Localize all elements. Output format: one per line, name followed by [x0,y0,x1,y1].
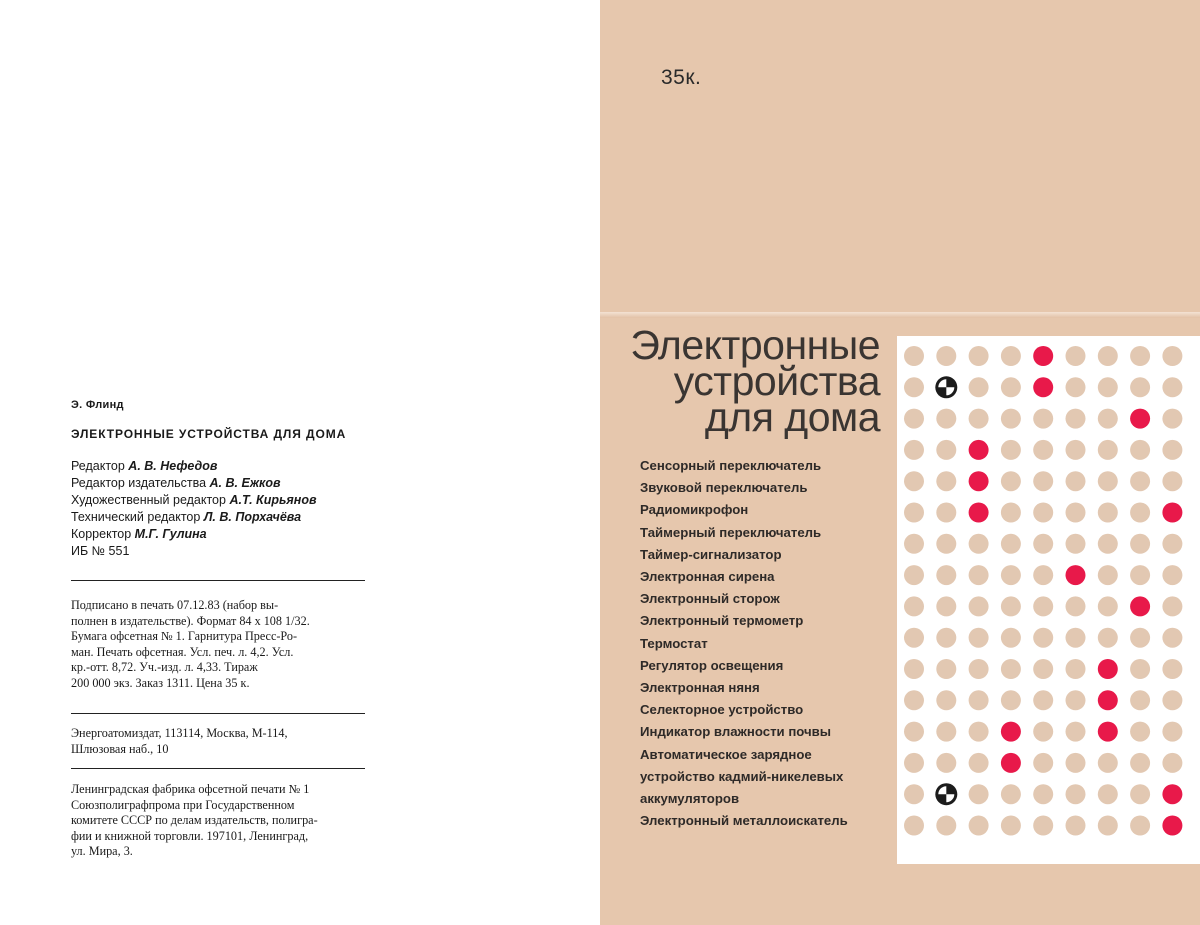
beige-dot [904,722,924,742]
cover-upper-panel [600,0,1200,312]
beige-dot [1066,440,1086,460]
beige-dot [936,690,956,710]
beige-dot [936,816,956,836]
beige-dot [969,534,989,554]
credit-line: Редактор А. В. Нефедов [71,459,218,473]
contents-item: Индикатор влажности почвы [640,724,832,740]
beige-dot [1001,659,1021,679]
beige-dot [1162,440,1182,460]
beige-dot [936,753,956,773]
contents-item: аккумуляторов [640,791,740,807]
beige-dot [1001,409,1021,429]
contents-item: Таймер-сигнализатор [640,546,782,562]
contents-item: Электронная няня [640,680,760,696]
beige-dot [1130,722,1150,742]
beige-dot [1033,440,1053,460]
beige-dot [1033,565,1053,585]
dot-matrix-panel [897,336,1200,864]
red-dot [1066,565,1086,585]
beige-dot [1130,628,1150,648]
beige-dot [1098,565,1118,585]
beige-dot [1098,471,1118,491]
beige-dot [1001,471,1021,491]
beige-dot [1066,377,1086,397]
beige-dot [1066,628,1086,648]
cover-seam [600,312,1200,318]
beige-dot [1130,784,1150,804]
red-dot [1162,503,1182,523]
red-dot [1162,816,1182,836]
beige-dot [1001,596,1021,616]
beige-dot [904,565,924,585]
credit-line: Корректор М.Г. Гулина [71,527,207,541]
red-dot [1130,409,1150,429]
beige-dot [969,628,989,648]
beige-dot [1130,377,1150,397]
beige-dot [1001,690,1021,710]
beige-dot [936,409,956,429]
beige-dot [1066,409,1086,429]
contents-item: Электронная сирена [640,569,775,585]
beige-dot [936,471,956,491]
beige-dot [1001,628,1021,648]
quartered-dot-icon [935,376,957,398]
beige-dot [1066,722,1086,742]
back-cover [600,0,1200,925]
beige-dot [969,409,989,429]
red-dot [969,503,989,523]
beige-dot [936,659,956,679]
contents-item: устройство кадмий-никелевых [640,768,844,784]
contents-item: Электронный термометр [640,613,804,629]
beige-dot [1033,659,1053,679]
beige-dot [969,596,989,616]
beige-dot [1162,753,1182,773]
contents-item: Автоматическое зарядное [640,746,812,762]
red-dot [969,440,989,460]
beige-dot [1066,596,1086,616]
beige-dot [1033,409,1053,429]
beige-dot [1098,596,1118,616]
beige-dot [1130,503,1150,523]
beige-dot [904,784,924,804]
beige-dot [1066,690,1086,710]
beige-dot [1033,784,1053,804]
beige-dot [969,377,989,397]
beige-dot [904,409,924,429]
beige-dot [1162,596,1182,616]
beige-dot [904,503,924,523]
red-dot [1033,377,1053,397]
printer-info: Ленинградская фабрика офсетной печати № 1 Союзполиграфпрома при Государственном комитете СССР по делам издательств, полигра- фии и книжной торговли. 197101, Ленинград, ул. Мира, 3. [71,782,318,858]
beige-dot [969,722,989,742]
beige-dot [1001,565,1021,585]
beige-dot [936,534,956,554]
beige-dot [936,628,956,648]
beige-dot [904,816,924,836]
beige-dot [904,534,924,554]
beige-dot [1001,784,1021,804]
red-dot [1098,659,1118,679]
contents-item: Сенсорный переключатель [640,458,822,473]
beige-dot [1130,753,1150,773]
beige-dot [1033,816,1053,836]
beige-dot [1066,346,1086,366]
beige-dot [1033,722,1053,742]
beige-dot [1066,534,1086,554]
red-dot [1162,784,1182,804]
beige-dot [1098,346,1118,366]
contents-item: Электронный металлоискатель [640,813,848,829]
red-dot [1001,753,1021,773]
beige-dot [969,659,989,679]
beige-dot [936,596,956,616]
beige-dot [1066,471,1086,491]
beige-dot [1001,440,1021,460]
beige-dot [1066,503,1086,523]
contents-item: Таймерный переключатель [640,524,822,540]
beige-dot [1098,440,1118,460]
beige-dot [904,628,924,648]
beige-dot [969,346,989,366]
beige-dot [1033,690,1053,710]
beige-dot [1162,534,1182,554]
beige-dot [904,753,924,773]
beige-dot [936,346,956,366]
beige-dot [1130,816,1150,836]
red-dot [1130,596,1150,616]
contents-item: Термостат [640,635,708,651]
beige-dot [1098,784,1118,804]
print-info: Подписано в печать 07.12.83 (набор вы- полнен в издательстве). Формат 84 x 108 1/32. Бумага офсетная № 1. Гарнитура Пресс-Ро- ман. Печать офсетная. Усл. печ. л. 4,2. Усл. кр.-отт. 8,72. Уч.-изд. л. 4,33. Тираж 200 000 экз. Заказ 1311. Цена 35 к. [71,598,310,690]
beige-dot [1098,377,1118,397]
beige-dot [1001,503,1021,523]
beige-dot [936,722,956,742]
beige-dot [1098,409,1118,429]
beige-dot [1162,346,1182,366]
credits-list [71,458,317,560]
credit-line: Художественный редактор А.Т. Кирьянов [71,493,317,507]
beige-dot [1001,816,1021,836]
beige-dot [1098,816,1118,836]
divider [71,580,365,581]
beige-dot [1098,534,1118,554]
beige-dot [904,440,924,460]
cover-title: Электронные устройства для дома [630,322,880,440]
beige-dot [1162,690,1182,710]
beige-dot [1098,753,1118,773]
beige-dot [936,503,956,523]
beige-dot [1162,628,1182,648]
beige-dot [904,377,924,397]
contents-list [640,455,848,832]
credit-line: Редактор издательства А. В. Ежков [71,476,281,490]
beige-dot [1162,377,1182,397]
beige-dot [1130,690,1150,710]
beige-dot [1162,471,1182,491]
beige-dot [1033,534,1053,554]
price-label: 35к. [661,66,702,89]
beige-dot [936,565,956,585]
divider [71,768,365,769]
beige-dot [1098,503,1118,523]
beige-dot [1066,816,1086,836]
beige-dot [1033,753,1053,773]
beige-dot [1066,784,1086,804]
beige-dot [969,565,989,585]
beige-dot [969,690,989,710]
divider [71,713,365,714]
beige-dot [1130,440,1150,460]
beige-dot [904,471,924,491]
beige-dot [1130,565,1150,585]
beige-dot [904,659,924,679]
beige-dot [1001,534,1021,554]
beige-dot [1098,628,1118,648]
red-dot [1098,722,1118,742]
publisher-info: Энергоатомиздат, 113114, Москва, М-114, Шлюзовая наб., 10 [71,726,288,756]
beige-dot [1130,659,1150,679]
quartered-dot-icon [935,783,957,805]
contents-item: Электронный сторож [640,591,780,607]
beige-dot [1162,722,1182,742]
contents-item: Звуковой переключатель [640,480,808,496]
beige-dot [1066,753,1086,773]
book-title: ЭЛЕКТРОННЫЕ УСТРОЙСТВА ДЛЯ ДОМА [71,427,347,441]
beige-dot [1033,471,1053,491]
author-name: Э. Флинд [71,399,124,411]
beige-dot [1033,628,1053,648]
ib-number: ИБ № 551 [71,544,130,558]
beige-dot [969,784,989,804]
beige-dot [1001,377,1021,397]
beige-dot [1001,346,1021,366]
red-dot [1098,690,1118,710]
beige-dot [1033,503,1053,523]
contents-item: Селекторное устройство [640,702,804,718]
red-dot [1033,346,1053,366]
beige-dot [969,816,989,836]
dot-matrix [897,336,1200,864]
beige-dot [1162,565,1182,585]
beige-dot [1162,659,1182,679]
beige-dot [1033,596,1053,616]
red-dot [1001,722,1021,742]
beige-dot [904,346,924,366]
contents-item: Радиомикрофон [640,502,749,518]
beige-dot [1130,346,1150,366]
beige-dot [1130,471,1150,491]
beige-dot [904,690,924,710]
beige-dot [969,753,989,773]
beige-dot [936,440,956,460]
beige-dot [1130,534,1150,554]
credit-line: Технический редактор Л. В. Порхачёва [71,510,302,524]
beige-dot [1162,409,1182,429]
red-dot [969,471,989,491]
beige-dot [1066,659,1086,679]
contents-item: Регулятор освещения [640,657,784,673]
beige-dot [904,596,924,616]
